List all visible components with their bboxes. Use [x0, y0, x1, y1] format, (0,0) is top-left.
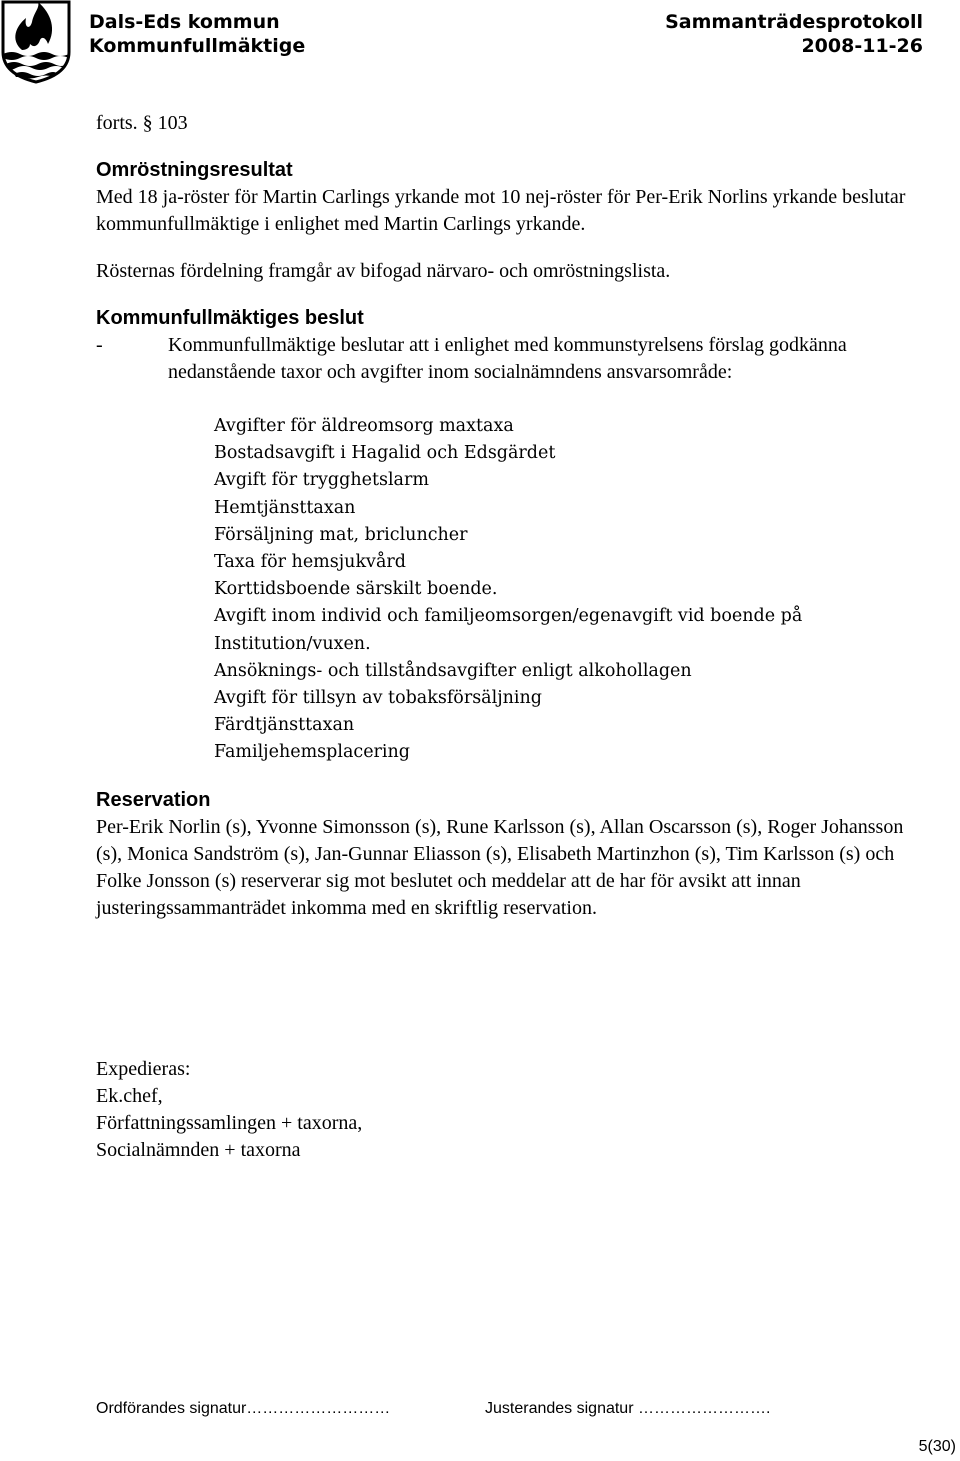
vote-text: Med 18 ja-röster för Martin Carlings yrkande mot 10 nej-röster för Per-Erik Norlins yrkande beslutar kommunfullmäktige i enlighet med Martin Carlings yrkande.	[96, 186, 906, 235]
reservation-text: Per-Erik Norlin (s), Yvonne Simonsson (s), Rune Karlsson (s), Allan Oscarsson (s), Roger Johansson (s), Monica Sandström (s), Jan-Gunnar Eliasson (s), Elisabeth Martinzhon (s), Tim Karlsson (s) och Folke Jonsson (s) reserverar sig mot beslutet och meddelar att de har för avsikt att innan justeringssammanträdet inkomma med en skriftlig reservation.	[96, 815, 904, 919]
vote-note: Rösternas fördelning framgår av bifogad närvaro- och omröstningslista.	[96, 260, 671, 282]
header-left	[89, 10, 305, 58]
fee-item: Avgift för tillsyn av tobaksförsäljning	[214, 688, 542, 709]
meeting-date: 2008-11-26	[801, 35, 923, 57]
fee-item: Institution/vuxen.	[214, 633, 371, 654]
document-type: Sammanträdesprotokoll	[665, 11, 923, 33]
fee-item: Avgifter för äldreomsorg maxtaxa	[214, 416, 514, 436]
distribution-recipient: Ek.chef,	[96, 1084, 163, 1107]
fee-item: Korttidsboende särskilt boende.	[214, 579, 498, 600]
adjuster-signature-line: Justerandes signatur …………………….	[485, 1400, 771, 1417]
distribution-recipient: Författningssamlingen + taxorna,	[96, 1111, 363, 1134]
chair-signature-line: Ordförandes signatur………………………	[96, 1400, 391, 1417]
decision-item	[96, 332, 926, 386]
fee-item: Bostadsavgift i Hagalid och Edsgärdet	[214, 443, 556, 464]
fee-list	[96, 413, 926, 767]
municipal-coat-of-arms-logo	[0, 0, 72, 84]
decision-heading: Kommunfullmäktiges beslut	[96, 307, 364, 329]
fee-item: Försäljning mat, bricluncher	[214, 524, 468, 545]
distribution-label: Expedieras:	[96, 1057, 191, 1080]
section-reference: forts. § 103	[96, 112, 188, 134]
org-name: Dals-Eds kommun	[89, 11, 280, 33]
distribution-recipient: Socialnämnden + taxorna	[96, 1138, 301, 1161]
page-number: 5(30)	[918, 1438, 956, 1455]
document-body	[96, 110, 926, 1164]
fee-item: Färdtjänsttaxan	[214, 715, 355, 736]
decision-text: Kommunfullmäktige beslutar att i enlighet med kommunstyrelsens förslag godkänna nedanstående taxor och avgifter inom socialnämndens ansvarsområde:	[168, 334, 847, 383]
fee-item: Familjehemsplacering	[214, 742, 410, 763]
fee-item: Taxa för hemsjukvård	[214, 552, 406, 573]
fee-item: Avgift inom individ och familjeomsorgen/egenavgift vid boende på	[214, 606, 803, 627]
body-name: Kommunfullmäktige	[89, 35, 306, 57]
vote-heading: Omröstningsresultat	[96, 159, 293, 181]
fee-item: Hemtjänsttaxan	[214, 497, 356, 518]
fee-item: Avgift för trygghetslarm	[214, 470, 429, 491]
fee-item: Ansöknings- och tillståndsavgifter enligt alkohollagen	[214, 660, 692, 681]
dash-marker: -	[96, 334, 103, 356]
header-right	[665, 10, 923, 58]
reservation-heading: Reservation	[96, 788, 211, 811]
